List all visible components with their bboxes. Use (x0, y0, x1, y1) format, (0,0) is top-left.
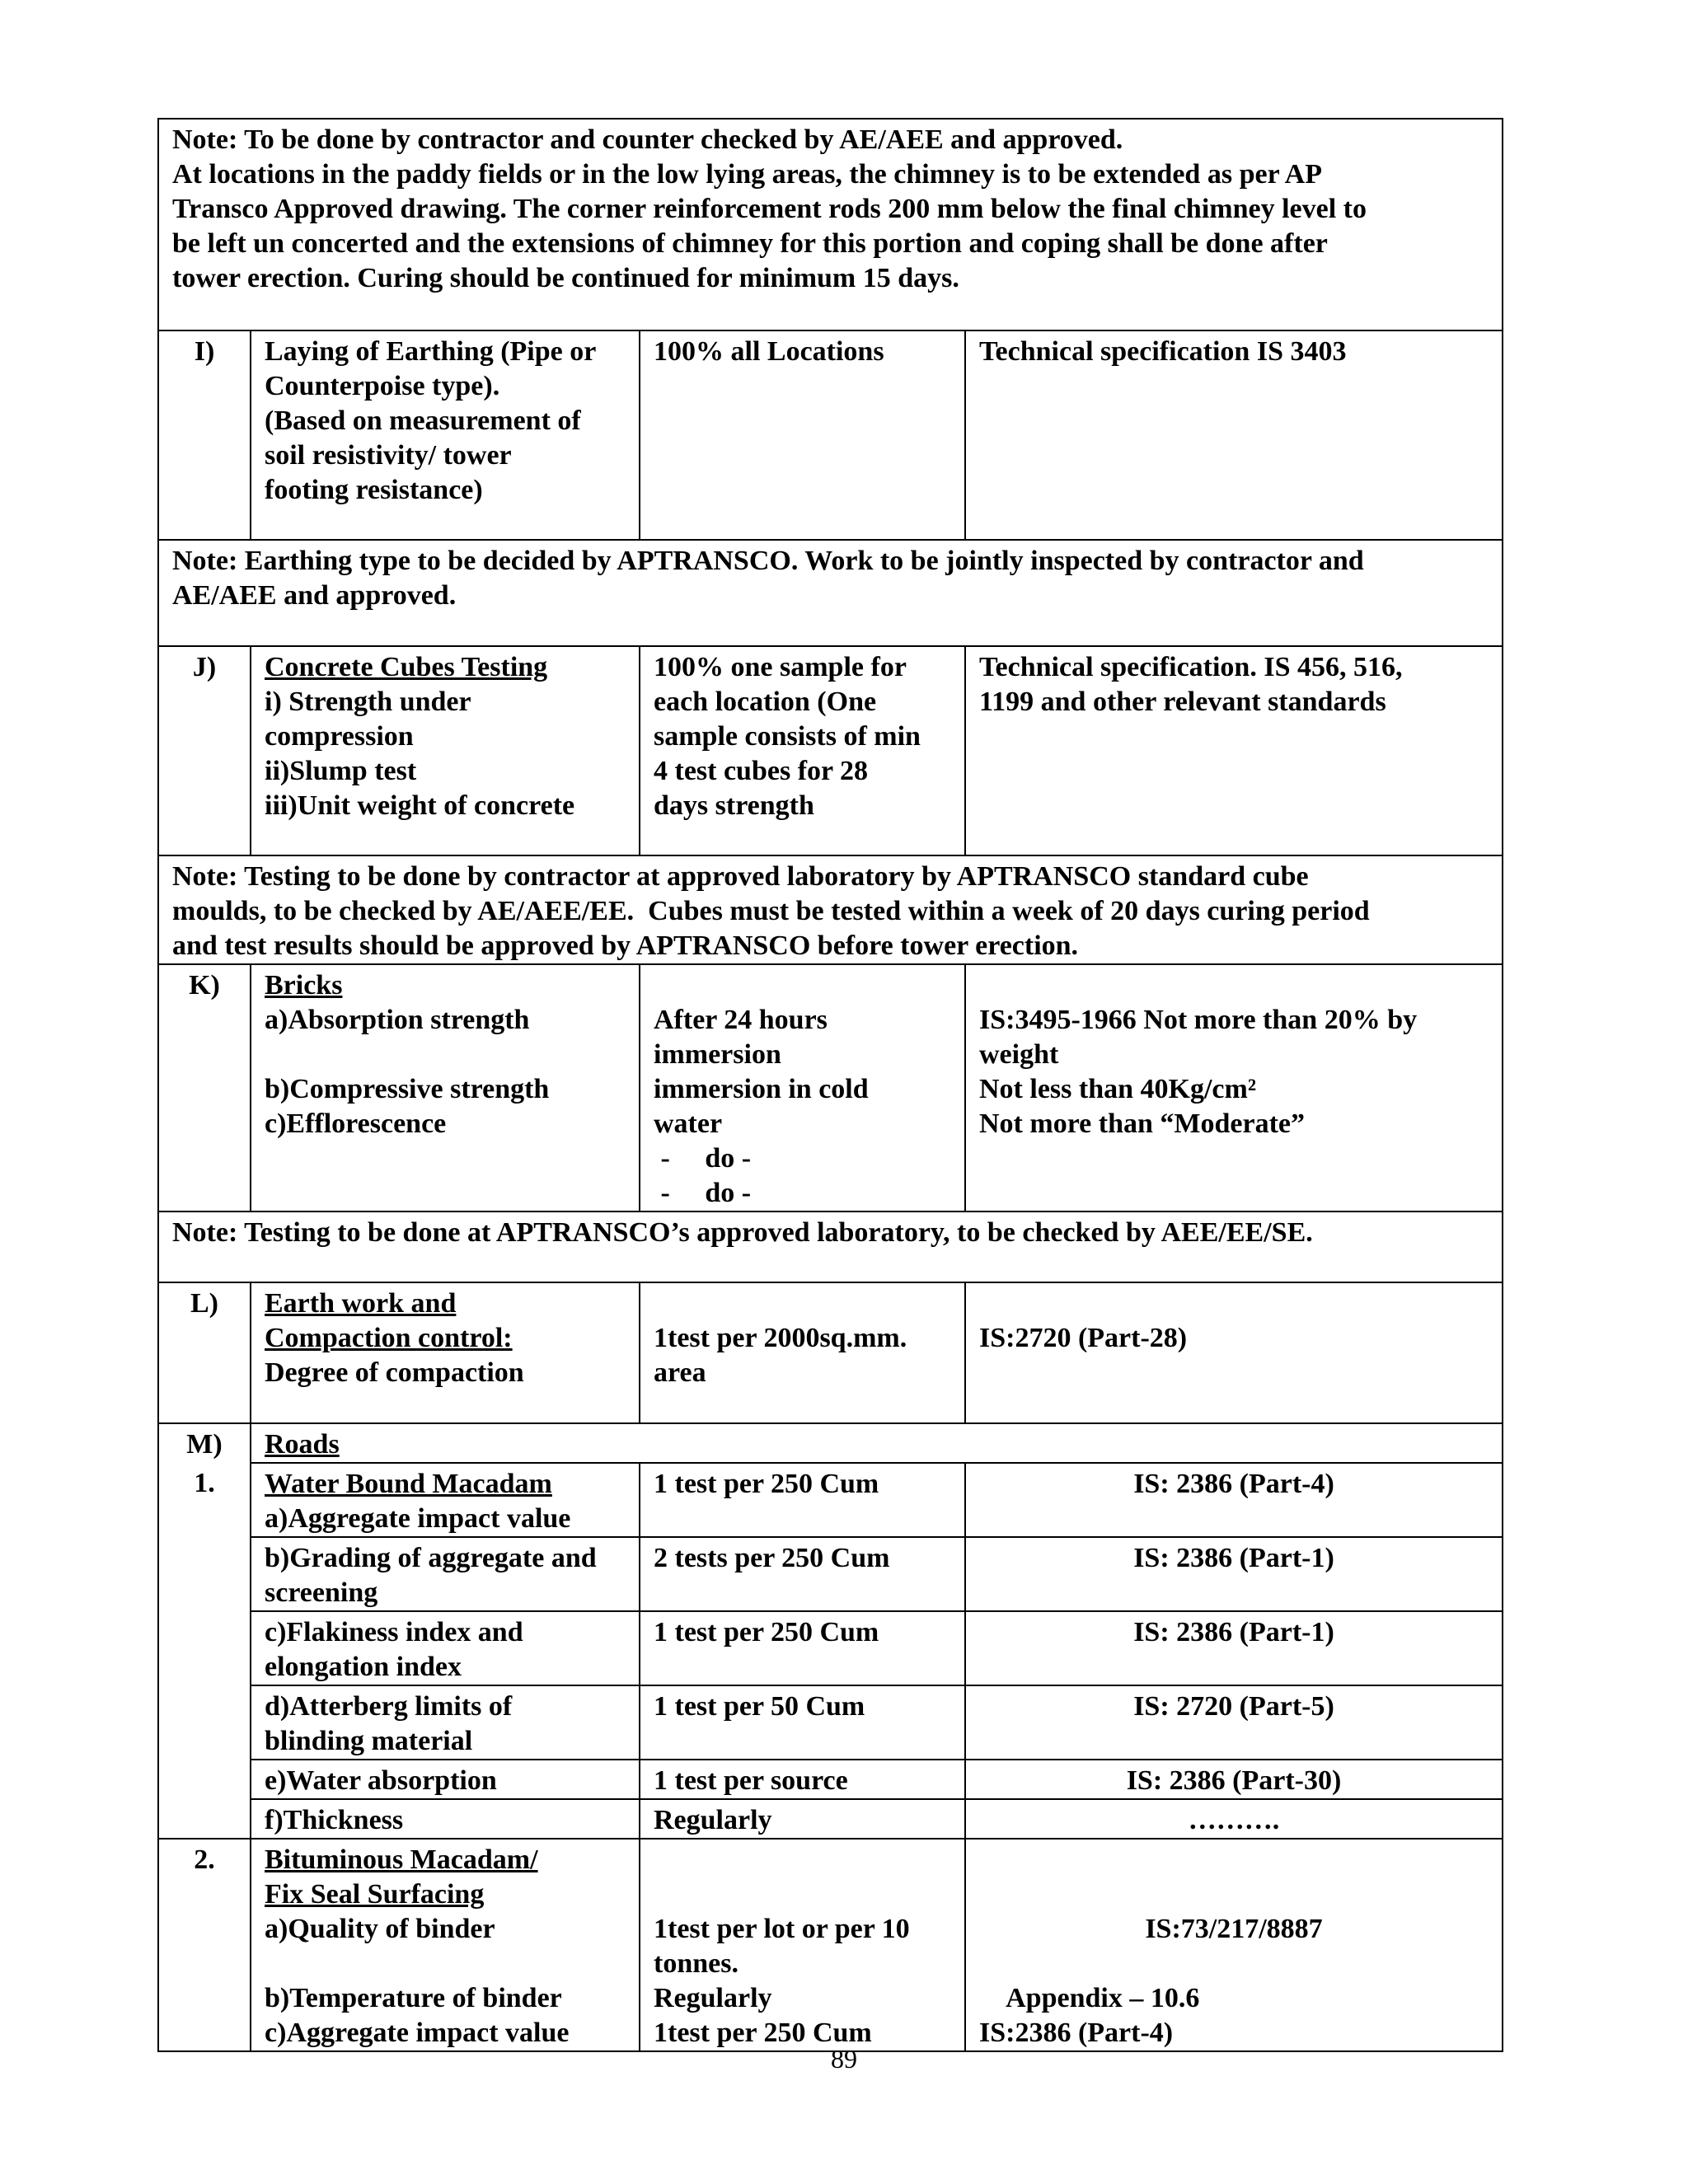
spacer (979, 1843, 1489, 1877)
frequency-line: area (654, 1357, 706, 1388)
item-line: compression (265, 721, 414, 752)
reference-line: weight (979, 1039, 1059, 1070)
frequency-line: After 24 hours (654, 1005, 828, 1035)
item-line: a)Absorption strength (265, 1005, 530, 1035)
empty-number-cell (158, 1685, 251, 1760)
frequency-cell (640, 1685, 965, 1760)
reference-cell (965, 1282, 1503, 1423)
spacer (654, 1843, 951, 1877)
frequency-line: sample consists of min (654, 721, 921, 752)
item-line: (Based on measurement of (265, 405, 581, 436)
row-number: I) (158, 330, 251, 540)
frequency-cell (640, 1537, 965, 1611)
spacer (654, 968, 951, 1003)
spacer (979, 968, 1489, 1003)
spacer (654, 1877, 951, 1912)
item-line: b)Grading of aggregate and (265, 1543, 597, 1573)
note-row-chimney (158, 119, 1503, 330)
spacer (654, 1286, 951, 1321)
frequency-line: 4 test cubes for 28 (654, 756, 868, 786)
note-line: and test results should be approved by APTRANSCO before tower erection. (172, 930, 1079, 961)
reference-cell (965, 1839, 1503, 2051)
frequency-cell (640, 1611, 965, 1685)
reference-line: IS: 2386 (Part-1) (1133, 1543, 1334, 1573)
empty-number-cell (158, 1799, 251, 1839)
item-title: Concrete Cubes Testing (265, 652, 548, 682)
item-line: c)Flakiness index and (265, 1617, 523, 1647)
frequency-line: Regularly (654, 1805, 772, 1835)
note-line: Note: Testing to be done by contractor at approved laboratory by APTRANSCO standard cube (172, 861, 1309, 892)
note-line: Note: Earthing type to be decided by APTRANSCO. Work to be jointly inspected by contractor and (172, 546, 1364, 576)
spacer (979, 1877, 1489, 1912)
item-title: Water Bound Macadam (265, 1469, 552, 1499)
row-earthing (158, 330, 1503, 540)
item-line: e)Water absorption (265, 1765, 497, 1796)
reference-cell (965, 1537, 1503, 1611)
item-line: d)Atterberg limits of (265, 1691, 513, 1722)
row-earth-work (158, 1282, 1503, 1423)
frequency-line: 1 test per 50 Cum (654, 1691, 865, 1722)
empty-number-cell (158, 1537, 251, 1611)
note-chimney (158, 119, 1503, 330)
spacer (979, 1286, 1489, 1321)
frequency-line: Regularly (654, 1983, 772, 2013)
note-row-laboratory (158, 1212, 1503, 1282)
note-line: Note: Testing to be done at APTRANSCO’s approved laboratory, to be checked by AEE/EE/SE. (172, 1217, 1313, 1248)
frequency-cell (640, 1463, 965, 1537)
note-line: be left un concerted and the extensions of chimney for this portion and coping shall be done after (172, 228, 1328, 259)
reference-line: IS:2720 (Part-28) (979, 1323, 1188, 1353)
item-line: elongation index (265, 1652, 462, 1682)
note-line: Transco Approved drawing. The corner reinforcement rods 200 mm below the final chimney level to (172, 194, 1367, 224)
row-concrete-cubes (158, 646, 1503, 855)
item-line: b)Temperature of binder (265, 1983, 562, 2013)
reference-line: IS:2386 (Part-4) (979, 2018, 1174, 2048)
reference-line: Technical specification. IS 456, 516, (979, 652, 1403, 682)
reference-line: Appendix – 10.6 (979, 1983, 1200, 2013)
sub-number: 1. (158, 1463, 251, 1537)
row-number: M) (158, 1423, 251, 1463)
row-wbm-c (158, 1611, 1503, 1685)
frequency-line: - do - (654, 1143, 752, 1174)
quality-control-table (157, 118, 1503, 2052)
row-bricks (158, 964, 1503, 1212)
note-earthing (158, 540, 1503, 646)
spacer (979, 1947, 1489, 1981)
item-cell (251, 1537, 640, 1611)
item-cell (251, 1463, 640, 1537)
row-roads-header (158, 1423, 1503, 1463)
frequency-line: 100% one sample for (654, 652, 907, 682)
item-line: Counterpoise type). (265, 371, 500, 401)
item-cell (251, 1282, 640, 1423)
item-line: footing resistance) (265, 475, 483, 505)
note-row-earthing (158, 540, 1503, 646)
frequency-cell (640, 646, 965, 855)
reference-cell (965, 646, 1503, 855)
note-line: tower erection. Curing should be continued for minimum 15 days. (172, 263, 959, 293)
item-title: Roads (265, 1429, 340, 1460)
reference-line: IS: 2386 (Part-4) (1133, 1469, 1334, 1499)
spacer (265, 1947, 626, 1981)
item-cell (251, 646, 640, 855)
frequency-line: 1test per 250 Cum (654, 2018, 872, 2048)
frequency-line: immersion (654, 1039, 781, 1070)
reference-line: 1199 and other relevant standards (979, 687, 1386, 717)
reference-cell (965, 1463, 1503, 1537)
item-title: Earth work and (265, 1288, 457, 1319)
row-number: K) (158, 964, 251, 1212)
frequency-line: 1 test per 250 Cum (654, 1469, 879, 1499)
item-title-cell (251, 1423, 1503, 1463)
empty-number-cell (158, 1611, 251, 1685)
frequency-line: 1test per lot or per 10 (654, 1914, 910, 1944)
frequency-cell (640, 330, 965, 540)
reference-cell (965, 1799, 1503, 1839)
frequency-line: 1 test per 250 Cum (654, 1617, 879, 1647)
item-title: Bituminous Macadam/ (265, 1844, 538, 1875)
item-line: c)Aggregate impact value (265, 2018, 570, 2048)
page-number: 89 (831, 2044, 857, 2074)
item-title: Compaction control: (265, 1323, 513, 1353)
item-line: a)Aggregate impact value (265, 1503, 571, 1534)
row-wbm-f (158, 1799, 1503, 1839)
item-line: Degree of compaction (265, 1357, 524, 1388)
note-line: Note: To be done by contractor and counter checked by AE/AEE and approved. (172, 124, 1123, 155)
row-bituminous-macadam (158, 1839, 1503, 2051)
item-cell (251, 964, 640, 1212)
frequency-line: tonnes. (654, 1948, 738, 1979)
item-line: Laying of Earthing (Pipe or (265, 336, 597, 367)
item-line: a)Quality of binder (265, 1914, 495, 1944)
item-cell (251, 330, 640, 540)
reference-line: IS: 2386 (Part-30) (1126, 1765, 1342, 1796)
frequency-line: 1test per 2000sq.mm. (654, 1323, 907, 1353)
frequency-cell (640, 964, 965, 1212)
item-cell (251, 1611, 640, 1685)
row-wbm-b (158, 1537, 1503, 1611)
reference-line: Not more than “Moderate” (979, 1108, 1306, 1139)
reference-line: IS:73/217/8887 (1145, 1914, 1323, 1944)
frequency-line: water (654, 1108, 723, 1139)
item-line: ii)Slump test (265, 756, 417, 786)
row-number: J) (158, 646, 251, 855)
reference-line: ………. (1188, 1805, 1280, 1835)
item-title: Bricks (265, 970, 343, 1001)
reference-line: Technical specification IS 3403 (979, 336, 1347, 367)
frequency-cell (640, 1799, 965, 1839)
note-line: AE/AEE and approved. (172, 580, 457, 611)
item-line: screening (265, 1577, 378, 1608)
item-line: c)Efflorescence (265, 1108, 447, 1139)
note-row-testing (158, 855, 1503, 964)
item-title: Fix Seal Surfacing (265, 1879, 485, 1910)
reference-line: IS:3495-1966 Not more than 20% by (979, 1005, 1418, 1035)
frequency-line: 2 tests per 250 Cum (654, 1543, 890, 1573)
note-line: At locations in the paddy fields or in the low lying areas, the chimney is to be extended as per AP (172, 159, 1322, 190)
frequency-cell (640, 1760, 965, 1799)
frequency-line: immersion in cold (654, 1074, 869, 1104)
frequency-cell (640, 1282, 965, 1423)
reference-cell (965, 1760, 1503, 1799)
reference-cell (965, 964, 1503, 1212)
item-line: soil resistivity/ tower (265, 440, 512, 471)
reference-line: IS: 2386 (Part-1) (1133, 1617, 1334, 1647)
row-number: L) (158, 1282, 251, 1423)
row-wbm-a (158, 1463, 1503, 1537)
sub-number: 2. (158, 1839, 251, 2051)
note-line: moulds, to be checked by AE/AEE/EE. Cubes must be tested within a week of 20 days curing period (172, 896, 1370, 926)
frequency-line: 1 test per source (654, 1765, 848, 1796)
spacer (265, 1038, 626, 1072)
item-line: blinding material (265, 1726, 473, 1756)
item-cell (251, 1760, 640, 1799)
row-wbm-d (158, 1685, 1503, 1760)
item-cell (251, 1839, 640, 2051)
frequency-cell (640, 1839, 965, 2051)
frequency-line: days strength (654, 790, 814, 821)
item-line: iii)Unit weight of concrete (265, 790, 575, 821)
item-line: b)Compressive strength (265, 1074, 550, 1104)
empty-number-cell (158, 1760, 251, 1799)
reference-cell (965, 1685, 1503, 1760)
frequency-line: each location (One (654, 687, 877, 717)
note-testing (158, 855, 1503, 964)
item-line: f)Thickness (265, 1805, 404, 1835)
note-laboratory (158, 1212, 1503, 1282)
item-line: i) Strength under (265, 687, 471, 717)
frequency-line: - do - (654, 1178, 752, 1208)
item-cell (251, 1685, 640, 1760)
reference-line: IS: 2720 (Part-5) (1133, 1691, 1334, 1722)
item-cell (251, 1799, 640, 1839)
row-wbm-e (158, 1760, 1503, 1799)
reference-cell (965, 1611, 1503, 1685)
frequency-line: 100% all Locations (654, 336, 884, 367)
reference-line: Not less than 40Kg/cm² (979, 1074, 1257, 1104)
reference-cell (965, 330, 1503, 540)
